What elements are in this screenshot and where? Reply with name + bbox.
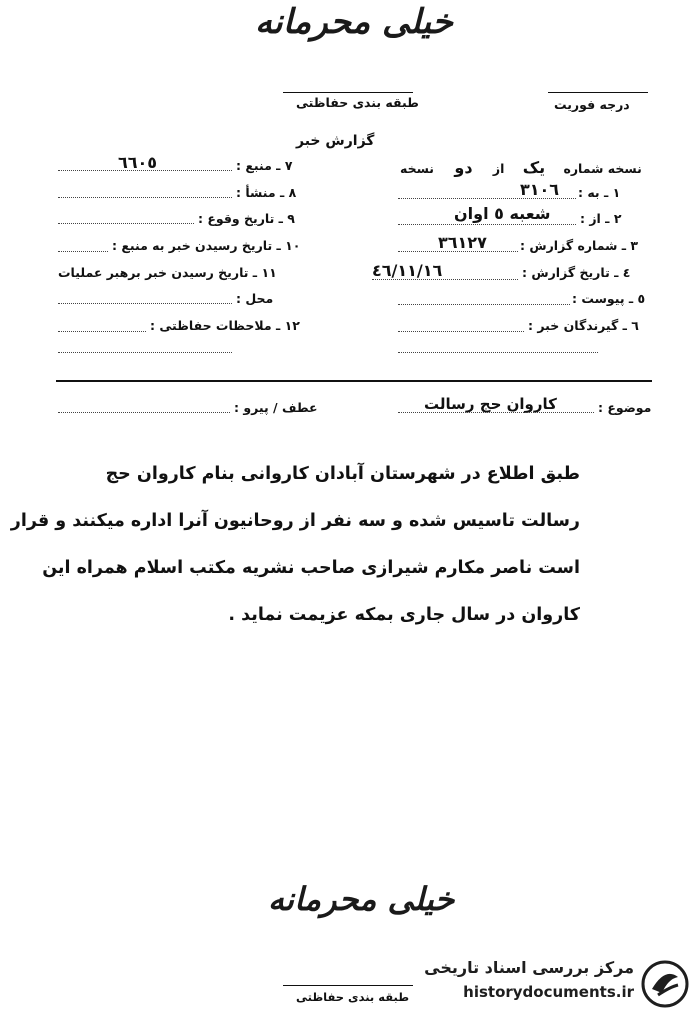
field-report-number-line [398, 251, 518, 252]
security-class-rule [283, 92, 413, 93]
field-received-ops-label: ١١ ـ تاريخ رسيدن خبر برهبر عمليات [58, 265, 277, 280]
top-classification-stamp: خیلی محرمانه [255, 2, 453, 42]
field-to-value: ٣١٠٦ [520, 180, 560, 199]
field-security-notes-line [58, 331, 146, 332]
field-origin-line [58, 197, 232, 198]
bottom-classification-stamp: خیلی محرمانه [268, 880, 455, 918]
field-location-line [58, 303, 232, 304]
field-received-source-label: ١٠ ـ تاريخ رسيدن خبر به منبع : [112, 238, 301, 253]
field-report-date-label: ٤ ـ تاريخ گزارش : [522, 265, 631, 280]
field-report-number-value: ٣٦١٢٧ [438, 233, 487, 252]
field-origin-label: ٨ ـ منشأ : [236, 185, 297, 200]
priority-rule [548, 92, 648, 93]
field-recipients-label: ٦ ـ گيرندگان خبر : [528, 318, 639, 333]
field-to-line [398, 198, 576, 199]
field-recipients-line-2 [398, 352, 598, 353]
field-from-value: شعبه ٥ اوان [454, 204, 551, 223]
copy-number-label [400, 158, 642, 177]
security-class-label: طبقه بندی حفاظتی [296, 95, 419, 110]
report-title: گزارش خبر [296, 133, 375, 149]
field-source-line [58, 170, 232, 171]
footer-security-class-label: طبقه بندی حفاظتی [296, 990, 410, 1004]
field-source-value: ٦٦٠٥ [118, 153, 158, 172]
watermark-url: historydocuments.ir [463, 983, 634, 1001]
body-line-3: است ناصر مكارم شيرازی صاحب نشريه مكتب اسلام همراه اين [42, 558, 580, 578]
subject-label: موضوع : [598, 400, 652, 415]
field-occurrence-date-line [58, 223, 194, 224]
body-line-2: رسالت تاسيس شده و سه نفر از روحانيون آنرا اداره ميكنند و قرار [10, 511, 580, 531]
subject-line [398, 412, 594, 413]
copy-number-value: یک [522, 158, 546, 177]
field-security-notes-line-2 [58, 352, 232, 353]
field-source-label: ٧ ـ منبع : [236, 158, 293, 173]
field-received-source-line [58, 251, 108, 252]
field-from-label: ٢ ـ از : [580, 211, 622, 226]
priority-label: درجه فوریت [554, 97, 630, 112]
copies-value: دو [454, 158, 473, 177]
watermark [414, 956, 694, 1012]
field-occurrence-date-label: ٩ ـ تاريخ وقوع : [198, 211, 295, 226]
field-report-number-label: ٣ ـ شماره گزارش : [520, 238, 639, 253]
watermark-text-fa: مرکز بررسی اسناد تاریخی [424, 958, 634, 977]
copy-label-text: نسخه [400, 161, 435, 176]
field-security-notes-label: ١٢ ـ ملاحظات حفاظتی : [150, 318, 300, 333]
field-attachment-label: ٥ ـ پيوست : [572, 291, 646, 306]
field-attachment-line [398, 304, 570, 305]
field-report-date-value: ٤٦/١١/١٦ [372, 261, 443, 280]
copy-number-text: نسخه شماره [563, 161, 642, 176]
field-location-label: محل : [236, 291, 274, 306]
body-line-4: كاروان در سال جاری بمكه عزيمت نمايد . [228, 605, 580, 625]
watermark-logo-icon [640, 959, 690, 1009]
field-from-line [398, 224, 576, 225]
field-report-date-line [372, 279, 518, 280]
reference-label: عطف / پيرو : [234, 400, 318, 415]
body-line-1: طبق اطلاع در شهرستان آبادان كاروانی بنام كاروان حج [105, 464, 580, 484]
copy-of-text: از [492, 161, 505, 176]
footer-security-rule [283, 985, 413, 986]
section-divider [56, 380, 652, 382]
field-recipients-line [398, 331, 524, 332]
field-to-label: ١ ـ به : [578, 185, 621, 200]
subject-value: كاروان حج رسالت [424, 395, 557, 413]
reference-line [58, 412, 230, 413]
